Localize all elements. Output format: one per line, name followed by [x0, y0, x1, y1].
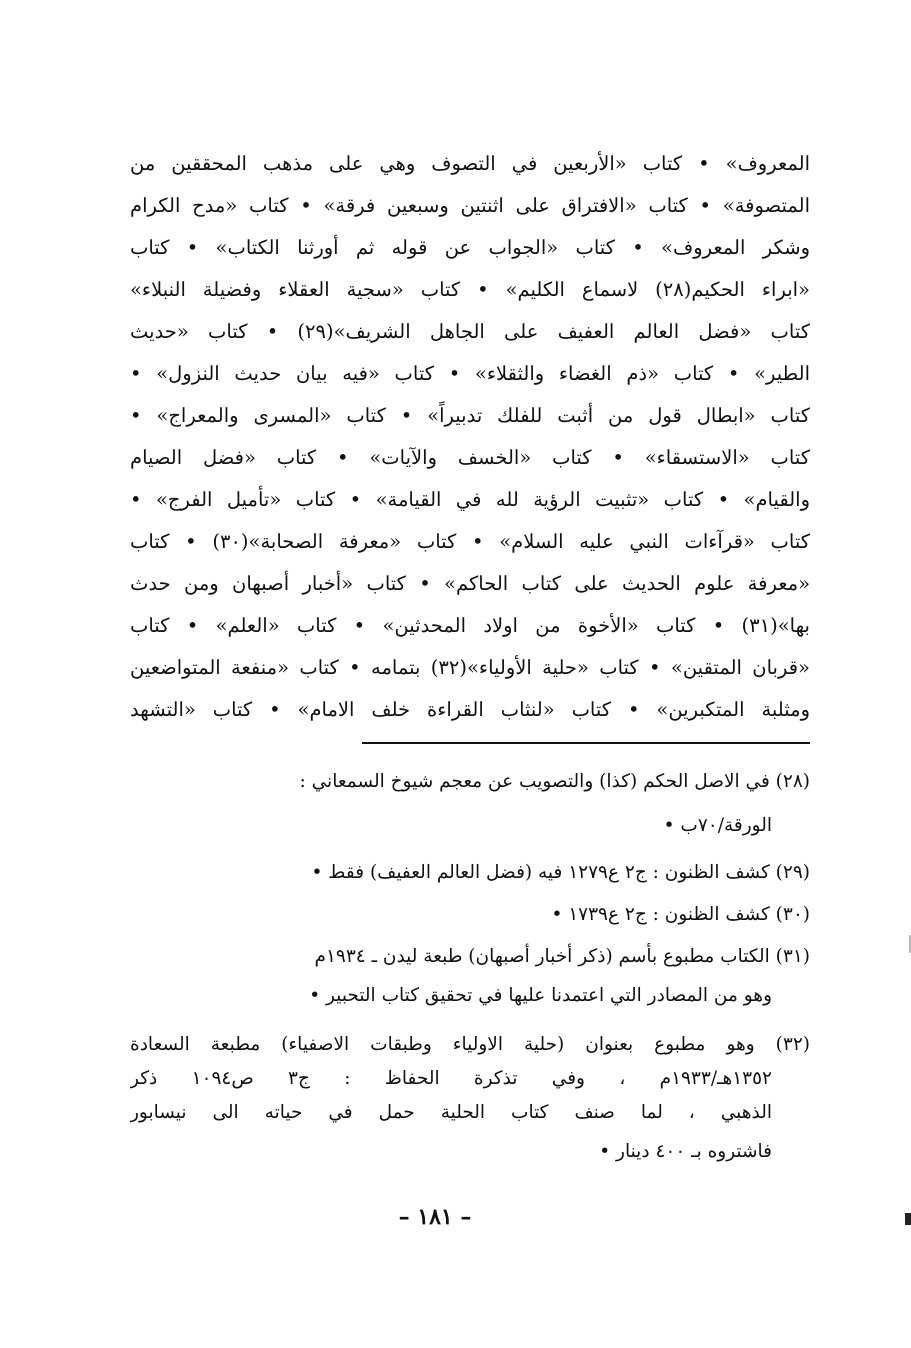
footnote-line: فاشتروه بـ ٤٠٠ دينار •	[599, 1141, 772, 1162]
text-line: المتصوفة» • كتاب «الافتراق على اثنتين وسبعين فرقة» • كتاب «مدح الكرام	[130, 194, 810, 217]
text-line: كتاب «قرآءات النبي عليه السلام» • كتاب «معرفة الصحابة»(٣٠) • كتاب	[130, 530, 810, 553]
footnote-line: الورقة/٧٠ب •	[663, 815, 772, 836]
footnote-29	[130, 856, 810, 890]
text-line: «ابراء الحكيم(٢٨) لاسماع الكليم» • كتاب «سجية العقلاء وفضيلة النبلاء»	[130, 278, 810, 301]
main-text	[130, 143, 810, 731]
footnote-32	[130, 1028, 810, 1174]
text-line: كتاب «الاستسقاء» • كتاب «الخسف والآيات» • كتاب «فضل الصيام	[130, 446, 810, 469]
footnote-line: (٣٠) كشف الظنون : ج٢ ع١٧٣٩ •	[551, 904, 810, 925]
footnote-30	[130, 898, 810, 932]
page-number: – ١٨١ –	[398, 1204, 472, 1230]
footnote-line: وهو من المصادر التي اعتمدنا عليها في تحقيق كتاب التحبير •	[309, 985, 772, 1006]
scan-edge-mark	[905, 1213, 911, 1225]
footnote-line: (٢٨) في الاصل الحكم (كذا) والتصويب عن معجم شيوخ السمعاني :	[299, 771, 810, 792]
footnote-31	[130, 940, 810, 1018]
text-line: كتاب «فضل العالم العفيف على الجاهل الشريف»(٢٩) • كتاب «حديث	[130, 320, 810, 343]
footnote-line: (٣٢) وهو مطبوع بعنوان (حلية الاولياء وطبقات الاصفياء) مطبعة السعادة	[130, 1034, 810, 1055]
text-line: بها»(٣١) • كتاب «الأخوة من اولاد المحدثين» • كتاب «العلم» • كتاب	[130, 614, 810, 637]
footnote-line: ١٣٥٢هـ/١٩٣٣م ، وفي تذكرة الحفاظ : ج٣ ص١٠٩٤ ذكر	[130, 1068, 772, 1089]
text-line: والقيام» • كتاب «تثبيت الرؤية لله في القيامة» • كتاب «تأميل الفرج» •	[130, 488, 810, 511]
text-line: الطير» • كتاب «ذم الغضاء والثقلاء» • كتاب «فيه بيان حديث النزول» •	[130, 362, 810, 385]
text-line: ومثلبة المتكبرين» • كتاب «لنثاب القراءة خلف الامام» • كتاب «التشهد	[130, 698, 810, 721]
footnote-separator	[362, 742, 810, 744]
footnote-line: (٣١) الكتاب مطبوع بأسم (ذكر أخبار أصبهان) طبعة ليدن ـ ١٩٣٤م	[314, 946, 810, 967]
text-line: وشكر المعروف» • كتاب «الجواب عن قوله ثم أورثنا الكتاب» • كتاب	[130, 236, 810, 259]
text-line: المعروف» • كتاب «الأربعين في التصوف وهي على مذهب المحققين من	[130, 152, 810, 175]
text-line: «قربان المتقين» • كتاب «حلية الأولياء»(٣٢) بتمامه • كتاب «منفعة المتواضعين	[130, 656, 810, 679]
footnote-line: الذهبي ، لما صنف كتاب الحلية حمل في حياته الى نيسابور	[130, 1102, 772, 1123]
footnote-line: (٢٩) كشف الظنون : ج٢ ع١٢٧٩ فيه (فضل العالم العفيف) فقط •	[311, 862, 810, 883]
text-line: «معرفة علوم الحديث على كتاب الحاكم» • كتاب «أخبار أصبهان ومن حدث	[130, 572, 810, 595]
footnote-28	[130, 760, 810, 848]
footnotes	[130, 760, 810, 1174]
text-line: كتاب «ابطال قول من أثبت للفلك تدبيراً» • كتاب «المسرى والمعراج» •	[130, 404, 810, 427]
